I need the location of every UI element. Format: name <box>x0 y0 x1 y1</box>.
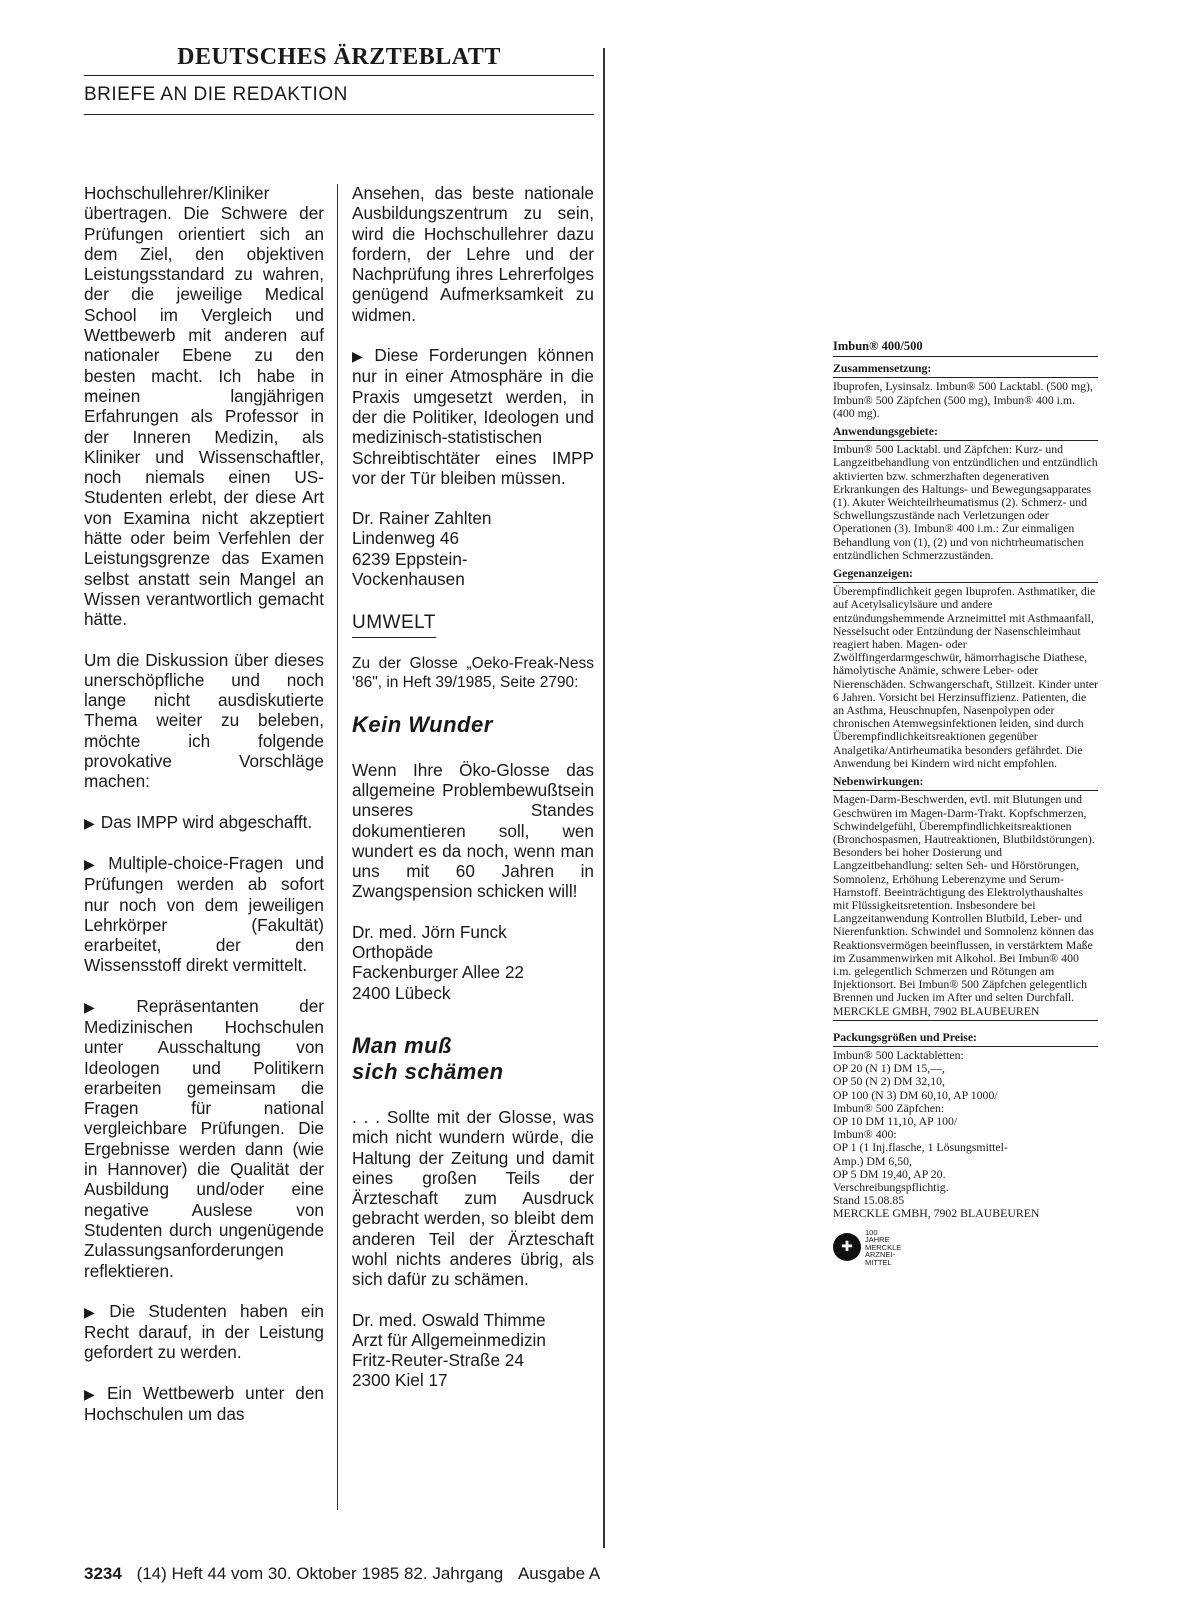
signature-line: Fritz-Reuter-Straße 24 <box>352 1350 524 1371</box>
packaging-line: OP 100 (N 3) DM 60,10, AP 1000/ <box>833 1087 998 1102</box>
logo-line: JAHRE <box>865 1235 890 1245</box>
journal-title: DEUTSCHES ÄRZTEBLATT <box>84 44 594 76</box>
proposal-item <box>84 812 324 833</box>
edition: Ausgabe A <box>517 1564 601 1583</box>
section-title: BRIEFE AN DIE REDAKTION <box>84 84 594 115</box>
column-divider <box>337 184 338 1510</box>
page-divider <box>603 48 605 1548</box>
merckle-logo-icon: ✚ <box>833 1233 861 1261</box>
glosse-intro: Zu der Glosse „Oeko-Freak-Ness '86", in Heft 39/1985, Seite 2790: <box>352 654 594 691</box>
packaging-line: OP 10 DM 11,10, AP 100/ <box>833 1113 958 1128</box>
page-footer <box>84 1564 600 1584</box>
contraindications-heading: Gegenanzeigen: <box>833 567 1098 583</box>
headline-man-muss <box>352 1033 594 1085</box>
signature-thimme <box>352 1310 594 1391</box>
column-2 <box>352 183 594 1391</box>
logo-text <box>865 1229 901 1267</box>
proposal-text: Die Studenten haben ein Recht darauf, in der Leistung gefordert zu werden. <box>84 1300 324 1363</box>
signature-line: 6239 Eppstein- <box>352 548 468 569</box>
packaging-line: Imbun® 500 Lacktabletten: <box>833 1047 964 1062</box>
packaging-heading: Packungsgrößen und Preise: <box>833 1031 1098 1047</box>
composition-text: Ibuprofen, Lysinsalz. Imbun® 500 Lacktabl. (500 mg), Imbun® 500 Zäpfchen (500 mg), Imbun® 400 i.m. (400 mg). <box>833 379 1093 420</box>
side-effects-heading: Nebenwirkungen: <box>833 775 1098 791</box>
signature-line: 2400 Lübeck <box>352 982 451 1003</box>
proposal-item <box>84 1383 324 1425</box>
proposal-text: Diese Forderungen können nur in einer Atmosphäre in die Praxis umgesetzt werden, in der die Politiker, Ideologen und medizinisch-statistischen Schreibtischtäter eines IMPP vor der Tür bleiben müssen. <box>352 345 594 488</box>
packaging-line: Verschreibungspflichtig. <box>833 1179 949 1194</box>
signature-funck <box>352 922 594 1003</box>
packaging-line: MERCKLE GMBH, 7902 BLAUBEUREN <box>833 1206 1040 1221</box>
proposal-text: Multiple-choice-Fragen und Prüfungen werden ab sofort nur noch von dem jeweiligen Lehrkörper (Fakultät) erarbeitet, der den Wissensstoff direkt vermittelt. <box>84 852 324 976</box>
logo-line: 100 <box>865 1227 878 1237</box>
paragraph: Um die Diskussion über dieses unerschöpfliche und noch lange nicht ausdiskutierte Thema weiter zu beleben, möchte ich folgende provokative Vorschläge machen: <box>84 649 324 792</box>
drug-info-sidebar <box>833 340 1098 1266</box>
proposal-text: Das IMPP wird abgeschafft. <box>100 811 313 832</box>
paragraph: Hochschullehrer/Kliniker übertragen. Die Schwere der Prüfungen orientiert sich an dem Ziel, den objektiven Leistungsstandard zu wahren, der die jeweilige Medical School im Vergleich und Wettbewerb mit anderen auf nationaler Ebene zu den besten macht. Ich habe in meinen langjährigen Erfahrungen als Professor in der Inneren Medizin, als Kliniker und Wissenschaftler, noch niemals einen US-Studenten erlebt, der diese Art von Examina nicht akzeptiert hätte oder beim Verfehlen der Leistungsgrenze das Examen selbst anstatt sein Mangel an Wissen verantwortlich gemacht hätte. <box>84 183 324 630</box>
packaging-list <box>833 1049 1098 1221</box>
proposal-item <box>84 853 324 976</box>
issue-info: (14) Heft 44 vom 30. Oktober 1985 82. Jahrgang <box>136 1564 504 1583</box>
side-effects-text: Magen-Darm-Beschwerden, evtl. mit Blutungen und Geschwüren im Magen-Darm-Trakt. Kopfschmerzen, Schwindelgefühl, Überempfindlichkeitsreaktionen (Bronchospasmen, Hautreaktionen, Blutbildstörungen). Besonders bei hoher Dosierung und Langzeitbehandlung: selten Seh- und Hörstörungen, Somnolenz, Erhöhung Leberenzyme und Serum-Harnstoff. Beeinträchtigung des Elektrolythaushaltes mit Flüssigkeitsretention. Insbesondere bei Langzeitanwendung Kontrollen Blutbild, Leber- und Nierenfunktion. Schwindel und Somnolenz können das Reaktionsvermögen beeinflussen, in verstärktem Maße im Zusammenwirken mit Alkohol. Bei Imbun® 400 i.m. gelegentlich Schmerzen und Rötungen am Injektionsort. Bei Imbun® 500 Zäpfchen gelegentlich Brennen und Jucken im After und selten Durchfall. <box>833 792 1095 1005</box>
indications-heading: Anwendungsgebiete: <box>833 425 1098 441</box>
headline-line: sich schämen <box>352 1058 504 1084</box>
headline-kein-wunder: Kein Wunder <box>352 711 493 737</box>
packaging-line: Imbun® 400: <box>833 1127 897 1142</box>
contraindications-text: Überempfindlichkeit gegen Ibuprofen. Asthmatiker, die auf Acetylsalicylsäure und andere entzündungshemmende Arzneimittel mit Asthmaanfall, Nesselsucht oder Entzündung der Nasenschleimhaut reagiert haben. Magen- oder Zwölffingerdarmgeschwür, hämorrhagische Diathese, hämolytische Anämie, schwere Leber- oder Nierenschäden. Schwangerschaft, Stillzeit. Kinder unter 6 Jahren. Vorsicht bei Herzinsuffizienz. Patienten, die an Asthma, Heuschnupfen, Nasenpolypen oder chronischen Atemwegsinfektionen leiden, sind durch Überempfindlichkeitsreaktionen gegenüber Analgetika/Antirheumatika besonders gefährdet. Die Anwendung bei Kindern wird nicht empfohlen. <box>833 584 1099 770</box>
logo-line: MERCKLE <box>865 1242 902 1252</box>
letter-thimme: . . . Sollte mit der Glosse, was mich nicht wundern würde, die Haltung der Zeitung und damit eines großen Teils der Ärzteschaft zum Ausdruck gebracht werden, so bleibt dem anderen Teil der Ärzteschaft wohl nichts anderes übrig, als sich dafür zu schämen. <box>352 1106 594 1290</box>
triangle-bullet-icon: ▶ <box>84 1385 101 1402</box>
triangle-bullet-icon: ▶ <box>352 348 369 365</box>
headline-line: Man muß <box>352 1032 453 1058</box>
packaging-line: OP 5 DM 19,40, AP 20. <box>833 1166 946 1181</box>
signature-line: Lindenweg 46 <box>352 528 460 549</box>
logo-line: ARZNEI- <box>865 1250 895 1260</box>
signature-line: Vockenhausen <box>352 569 465 590</box>
signature-line: Dr. med. Jörn Funck <box>352 921 507 942</box>
proposal-text: Ein Wettbewerb unter den Hochschulen um das <box>84 1382 324 1425</box>
proposal-text: Repräsentanten der Medizinischen Hochschulen unter Ausschaltung von Ideologen und Politikern erarbeiten gemeinsam die Fragen für national vergleichbare Prüfungen. Die Ergebnisse werden dann (wie in Hannover) die Qualität der Ausbildung und/oder eine negative Auslese von Studenten durch ungenügende Zulassungsanforderungen reflektieren. <box>84 995 324 1281</box>
triangle-bullet-icon: ▶ <box>84 855 103 872</box>
letter-funck: Wenn Ihre Öko-Glosse das allgemeine Problembewußtsein unseres Standes dokumentieren soll, wen wundert es da noch, wenn man uns mit 60 Jahren in Zwangspension schicken will! <box>352 759 594 902</box>
page-number: 3234 <box>84 1564 122 1583</box>
packaging-line: Amp.) DM 6,50, <box>833 1153 912 1168</box>
packaging-line: Imbun® 500 Zäpfchen: <box>833 1100 945 1115</box>
column-1 <box>84 183 324 1424</box>
composition-heading: Zusammensetzung: <box>833 362 1098 378</box>
signature-line: Fackenburger Allee 22 <box>352 962 524 983</box>
signature-line: Orthopäde <box>352 942 434 963</box>
packaging-line: OP 50 (N 2) DM 32,10, <box>833 1074 945 1089</box>
triangle-bullet-icon: ▶ <box>84 1303 104 1320</box>
packaging-line: OP 20 (N 1) DM 15,—, <box>833 1061 945 1076</box>
umwelt-heading: UMWELT <box>352 613 436 637</box>
masthead <box>84 44 594 115</box>
proposal-item <box>84 1301 324 1363</box>
signature-line: Arzt für Allgemeinmedizin <box>352 1329 546 1350</box>
signature-zahlten <box>352 508 594 589</box>
proposal-item <box>352 345 594 488</box>
indications-text: Imbun® 500 Lacktabl. und Zäpfchen: Kurz- und Langzeitbehandlung von entzündlichen und entzündlich aktivierten bzw. schmerzhaften degenerativen Erkrankungen des Haltungs- und Bewegungsapparates (1). Akuter Weichteilrheumatismus (2). Schmerz- und Schwellungszustände nach Verletzungen oder Operationen (3). Imbun® 400 i.m.: Zur einmaligen Behandlung von (1), (2) und von nichtrheumatischen entzündlichen Schmerzzuständen. <box>833 442 1098 562</box>
signature-line: Dr. med. Oswald Thimme <box>352 1309 546 1330</box>
proposal-item <box>84 996 324 1281</box>
triangle-bullet-icon: ▶ <box>84 998 131 1015</box>
logo-line: MITTEL <box>865 1257 892 1267</box>
merckle-logo <box>833 1229 1098 1267</box>
signature-line: 2300 Kiel 17 <box>352 1370 448 1391</box>
manufacturer: MERCKLE GMBH, 7902 BLAUBEUREN <box>833 1005 1098 1021</box>
drug-title: Imbun® 400/500 <box>833 340 1098 357</box>
packaging-line: Stand 15.08.85 <box>833 1193 905 1208</box>
paragraph: Ansehen, das beste nationale Ausbildungszentrum zu sein, wird die Hochschullehrer dazu fordern, der Lehre und der Nachprüfung ihres Lehrerfolges genügend Aufmerksamkeit zu widmen. <box>352 183 594 325</box>
signature-line: Dr. Rainer Zahlten <box>352 508 492 529</box>
triangle-bullet-icon: ▶ <box>84 814 95 831</box>
packaging-line: OP 1 (1 Inj.flasche, 1 Lösungsmittel- <box>833 1140 1008 1155</box>
